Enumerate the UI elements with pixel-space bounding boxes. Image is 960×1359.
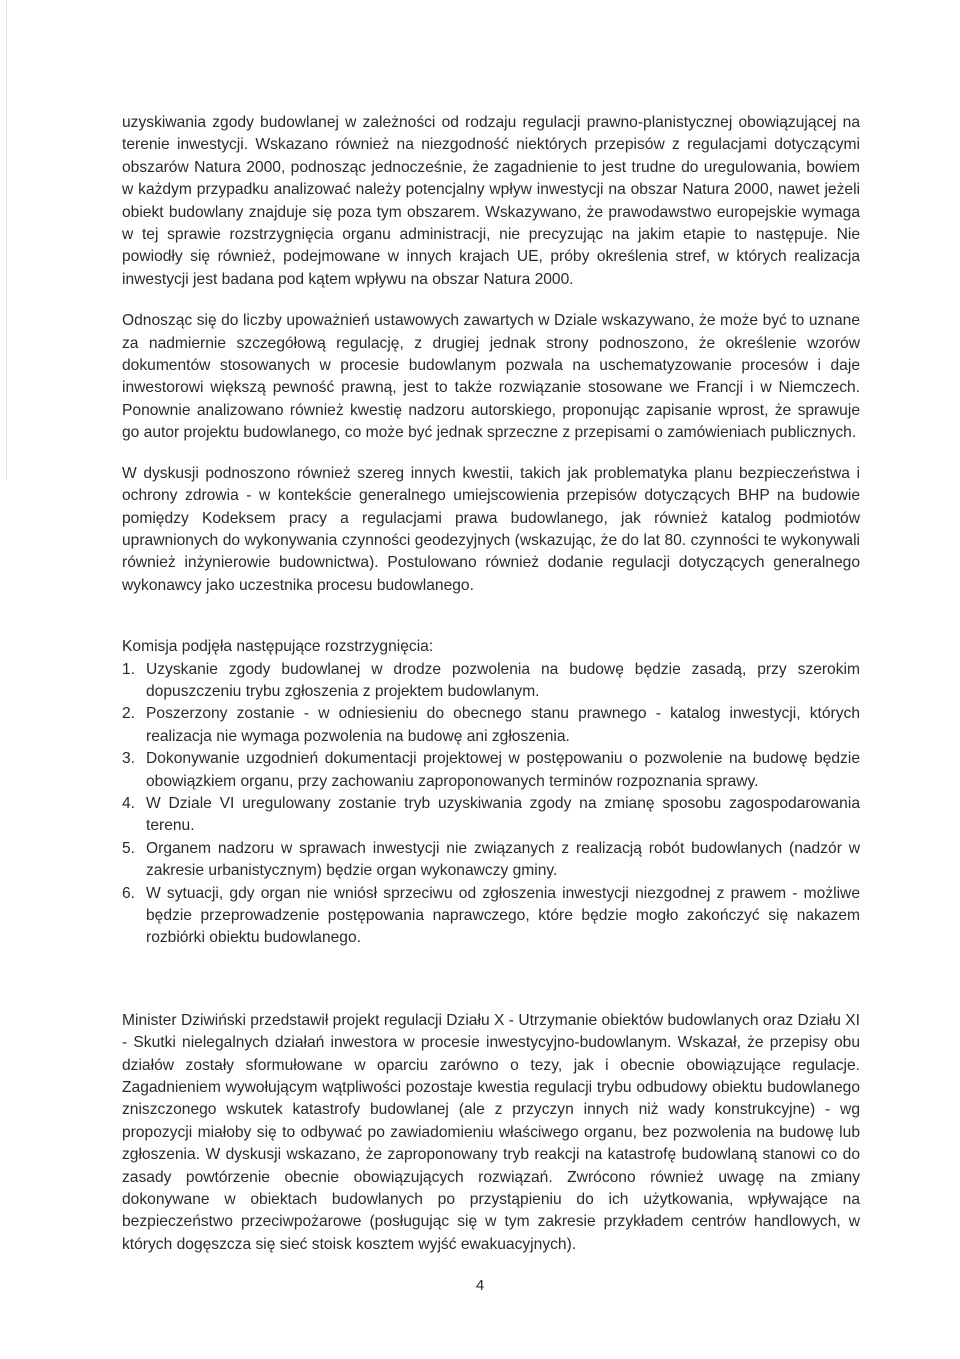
paragraph-natura-2000: uzyskiwania zgody budowlanej w zależności od rodzaju regulacji prawno-planistycznej obowiązującej na terenie inwestycji. Wskazano również na niezgodność niektórych przepisów z regulacjami dotyczącymi obszarów Natura 2000, podnosząc jednocześnie, że zagadnienie to jest trudne do uregulowania, bowiem w każdym przypadku analizować należy potencjalny wpływ inwestycji na obszar Natura 2000, nawet jeżeli obiekt budowlany znajduje się poza tym obszarem. Wskazywano, że prawodawstwo europejskie wymaga w tej sprawie rozstrzygnięcia organu administracji, nie precyzując na jakim etapie to następuje. Nie powiodły się również, podejmowane w innych krajach UE, próby określenia stref, w których realizacja inwestycji jest badana pod kątem wpływu na obszar Natura 2000. [122,114,860,288]
paragraph-discussion-other-issues: W dyskusji podnoszono również szereg innych kwestii, takich jak problematyka planu bezpieczeństwa i ochrony zdrowia - w kontekście generalnego umiejscowienia przepisów dotyczących BHP na budowie pomiędzy Kodeksem pracy a regulacjami prawa budowlanego, jak również katalog podmiotów uprawnionych do wykonywania czynności geodezyjnych (wskazując, że do lat 80. czynności te wykonywali również inżynierowie budownictwa). Postulowano również dodanie regulacji dotyczących generalnego wykonawcy jako uczestnika procesu budowlanego. [122,464,860,594]
decision-text: Dokonywanie uzgodnień dokumentacji projektowej w postępowaniu o pozwolenie na budowę będzie obowiązkiem organu, przy zachowaniu zaproponowanych terminów rozpoznania sprawy. [146,750,860,790]
decision-text: Uzyskanie zgody budowlanej w drodze pozwolenia na budowę będzie zasadą, przy szerokim dopuszczeniu trybu zgłoszenia z projektem budowlanym. [146,660,860,700]
decision-item [122,703,860,748]
scan-edge-line [6,0,7,480]
decisions-list [122,659,860,950]
decision-item [122,883,860,950]
decision-text: W Dziale VI uregulowany zostanie tryb uzyskiwania zgody na zmianę sposobu zagospodarowania terenu. [146,794,860,835]
decision-number: 1. [122,660,136,678]
decision-number: 2. [122,705,136,723]
decision-text: Poszerzony zostanie - w odniesieniu do obecnego stanu prawnego - katalog inwestycji, których realizacja nie wymaga pozwolenia na budowę ani zgłoszenia. [146,705,860,745]
paragraph-minister-presentation: Minister Dziwiński przedstawił projekt regulacji Działu X - Utrzymanie obiektów budowlanych oraz Działu XI - Skutki nielegalnych działań inwestora w procesie inwestycyjno-budowlanym. Wskazał, że przepisy obu działów zostały sformułowane w oparciu zarówno o tezy, jak i obecnie obowiązujące regulacje. Zagadnieniem wywołującym wątpliwości pozostaje kwestia regulacji trybu odbudowy obiektu budowlanego zniszczonego wskutek katastrofy budowlanej (ale z przyczyn innych niż wady konstrukcyjne) - wg propozycji miałoby się to odbywać po zawiadomieniu właściwego organu, bez pozwolenia na budowę lub zgłoszenia. W dyskusji wskazano, że zaproponowany tryb reakcji na katastrofę budowlaną stanowi co do zasady powtórzenie obecnie obowiązujących rozwiązań. Zwrócono również uwagę na zmiany dokonywane w obiektach budowlanych po przystąpieniu do ich użytkowania, wpływające na bezpieczeństwo przeciwpożarowe (posługując się w tym zakresie przykładem centrów handlowych, w których dogęszcza się sieć stoisk kosztem wyjść ewakuacyjnych). [122,1011,860,1253]
decision-item [122,659,860,704]
paragraph-statutory-delegations: Odnosząc się do liczby upoważnień ustawowych zawartych w Dziale wskazywano, że może być to uznane za nadmiernie szczegółową regulację, z drugiej jednak strony podnoszono, że określenie wzorów dokumentów stosowanych w procesie budowlanym pozwala na uschematyzowanie procesów i daje inwestorowi większą pewność prawną, jest to także rozwiązanie stosowane we Francji i w Niemczech. Ponownie analizowano również kwestię nadzoru autorskiego, proponując zapisanie wprost, że sprawuje go autor projektu budowlanego, co może być jednak sprzeczne z przepisami o zamówieniach publicznych. [122,312,860,442]
decision-text: W sytuacji, gdy organ nie wniósł sprzeciwu od zgłoszenia inwestycji niezgodnej z prawem - możliwe będzie przeprowadzenie postępowania naprawczego, które będzie mogło zakończyć się nakazem rozbiórki obiektu budowlanego. [146,884,860,947]
decision-item [122,838,860,883]
decision-item [122,748,860,793]
decision-text: Organem nadzoru w sprawach inwestycji nie związanych z realizacją robót budowlanych (nadzór w zakresie urbanistycznym) będzie organ wykonawczy gminy. [146,839,860,880]
decision-item [122,793,860,838]
decision-number: 3. [122,750,136,768]
document-body [122,112,860,1276]
decisions-intro: Komisja podjęła następujące rozstrzygnięcia: [122,638,434,656]
decision-number: 6. [122,884,136,902]
decision-number: 4. [122,794,136,812]
decision-number: 5. [122,839,136,857]
page-number: 4 [475,1277,485,1294]
